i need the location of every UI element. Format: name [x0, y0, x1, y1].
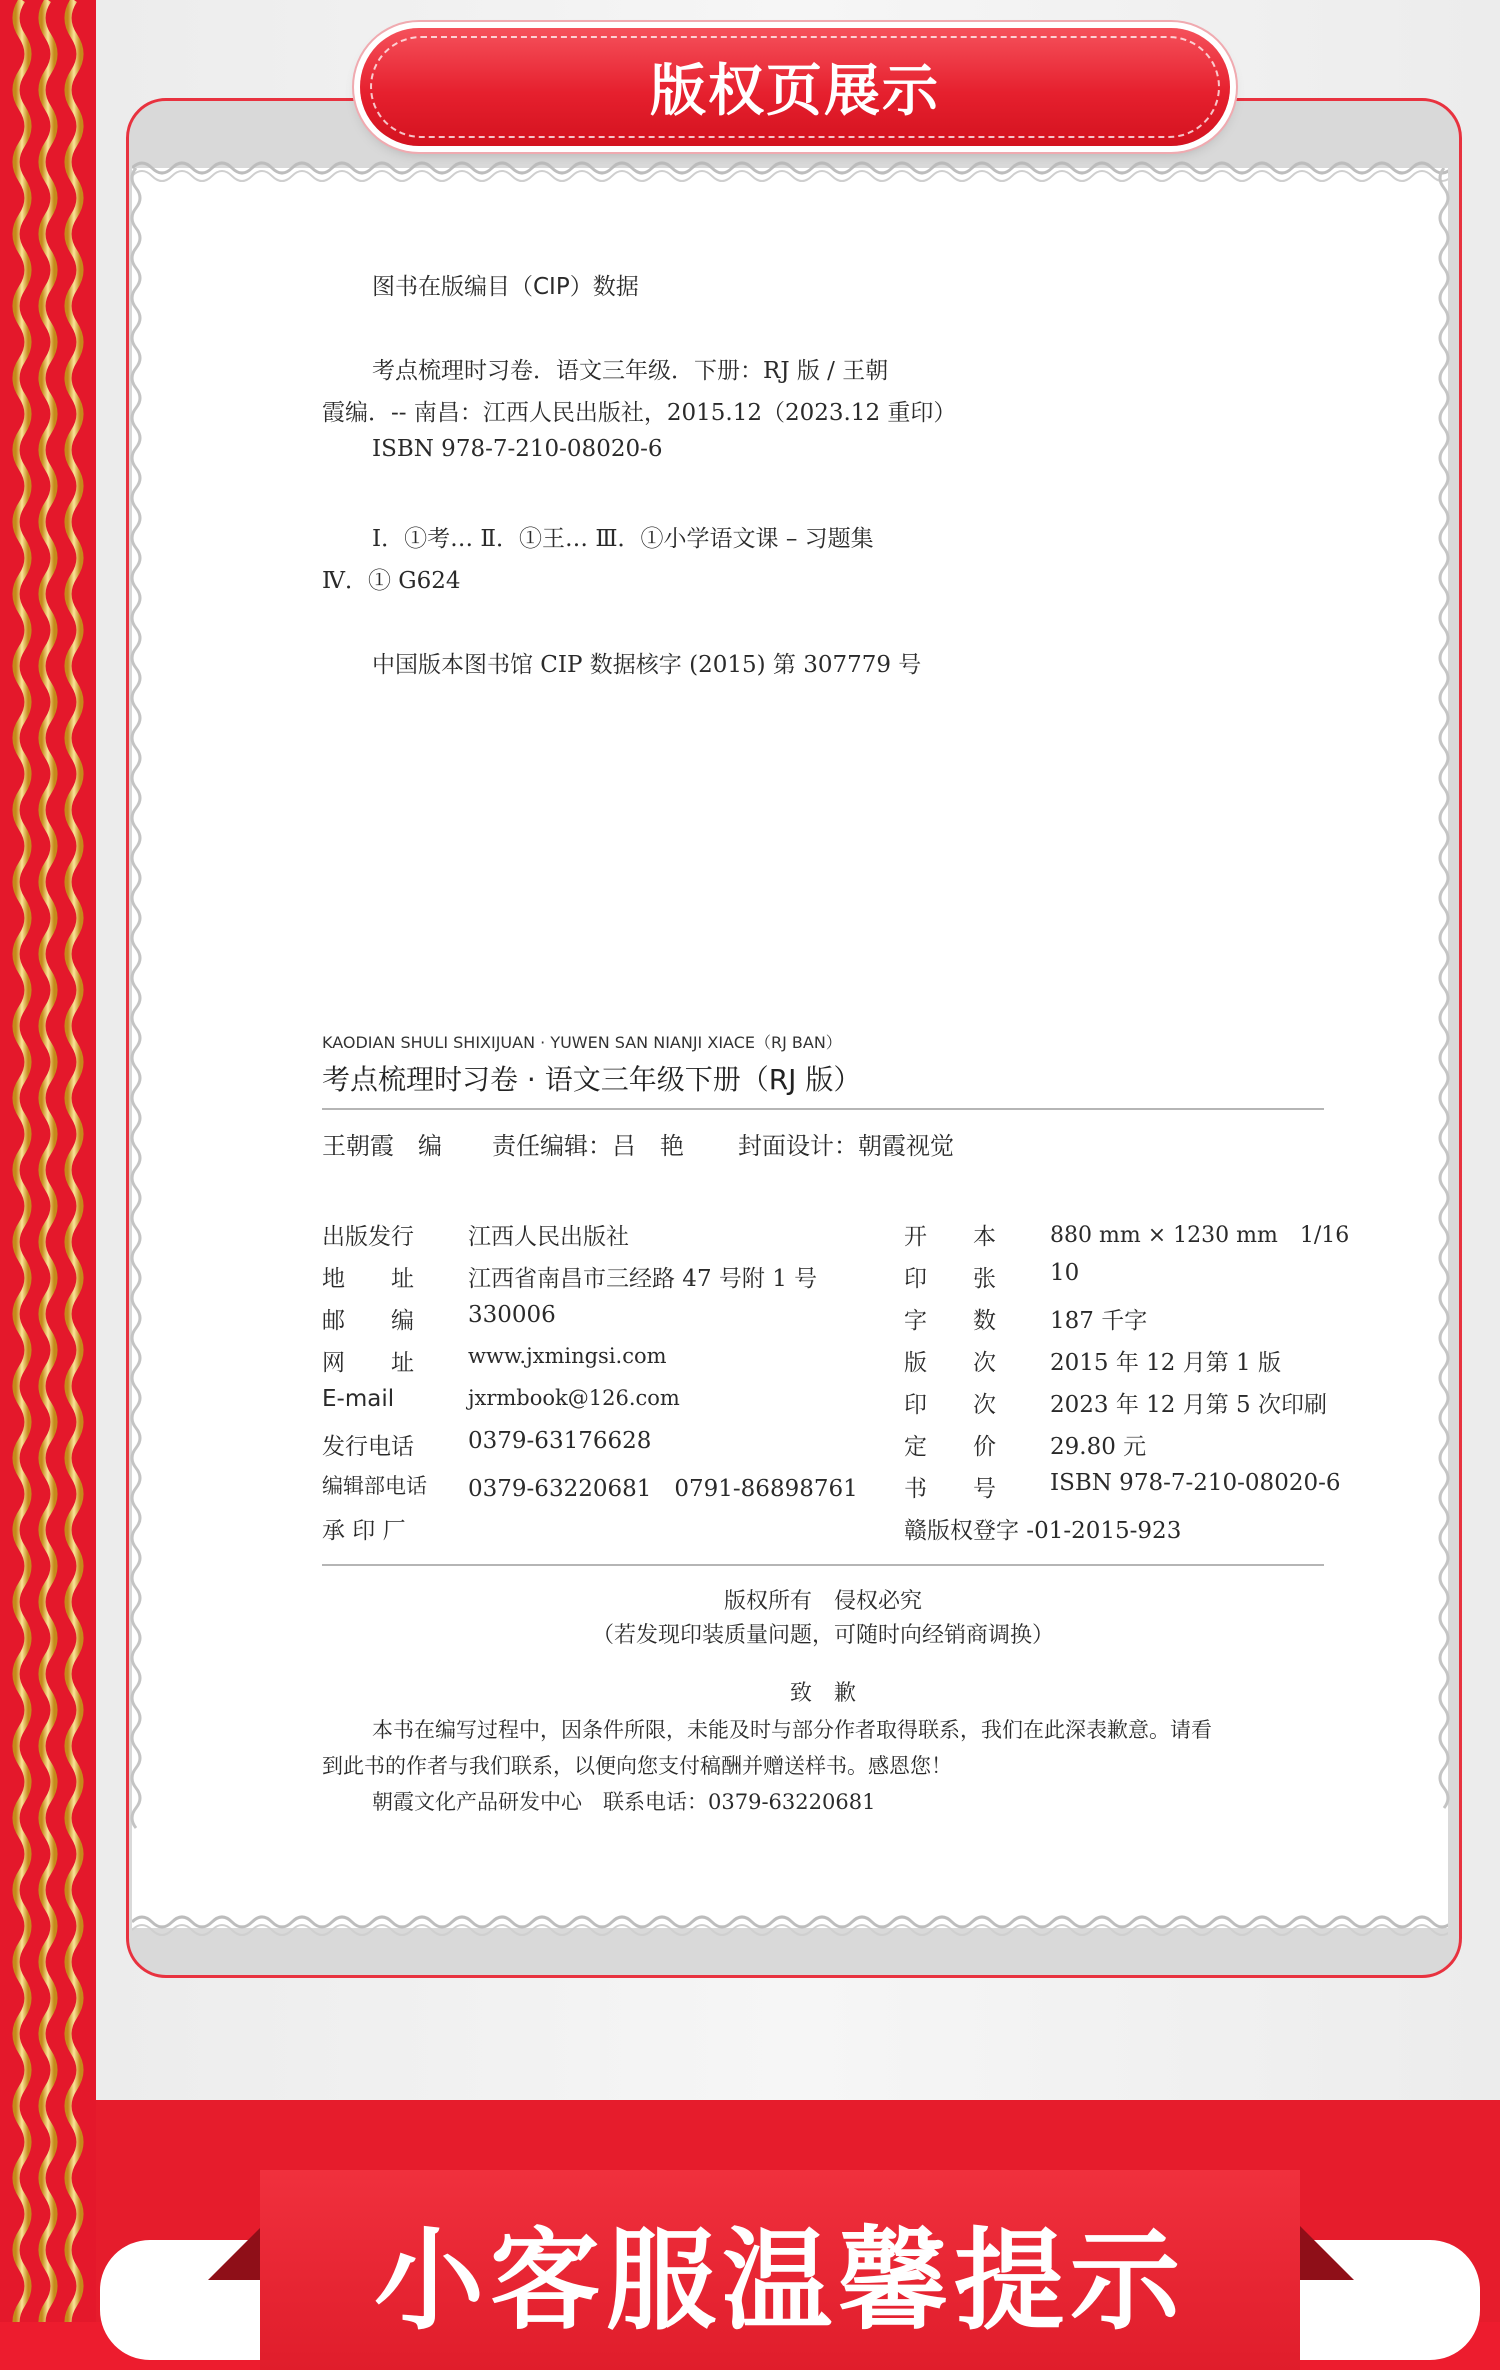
wavy-bottom-edge	[132, 1910, 1448, 1946]
detail-label: 地 址	[322, 1266, 414, 1292]
rights-quality-note: （若发现印装质量问题，可随时向经销商调换）	[591, 1623, 1054, 1648]
detail-value: 江西省南昌市三经路 47 号附 1 号	[468, 1266, 818, 1292]
cip-isbn: ISBN 978-7-210-08020-6	[372, 436, 663, 462]
cip-line: 考点梳理时习卷．语文三年级．下册：RJ 版 / 王朝	[372, 358, 889, 384]
detail-value: 2015 年 12 月第 1 版	[1050, 1350, 1281, 1376]
detail-label: 邮 编	[322, 1308, 414, 1334]
book-cover-design: 封面设计：朝霞视觉	[738, 1132, 954, 1160]
cip-record: 中国版本图书馆 CIP 数据核字 (2015) 第 307779 号	[372, 652, 922, 678]
book-pinyin: KAODIAN SHULI SHIXIJUAN · YUWEN SAN NIANJI XIACE（RJ BAN）	[322, 1033, 842, 1052]
detail-value: 10	[1050, 1260, 1080, 1286]
detail-label: 网 址	[322, 1350, 414, 1376]
detail-label: 发行电话	[322, 1434, 414, 1460]
detail-label: 定 价	[904, 1434, 996, 1460]
book-author: 王朝霞 编	[322, 1132, 442, 1160]
detail-label: 字 数	[904, 1308, 996, 1334]
detail-value: jxrmbook@126.com	[468, 1386, 680, 1410]
cip-line: 霞编．-- 南昌：江西人民出版社，2015.12（2023.12 重印）	[322, 400, 957, 426]
detail-value: 2023 年 12 月第 5 次印刷	[1050, 1392, 1327, 1418]
ribbon-fold-left	[208, 2226, 262, 2280]
detail-value: 187 千字	[1050, 1308, 1148, 1334]
decorative-left-border	[0, 0, 96, 2322]
section-header	[360, 28, 1230, 146]
cip-heading: 图书在版编目（CIP）数据	[372, 274, 639, 300]
detail-value: ISBN 978-7-210-08020-6	[1050, 1470, 1341, 1496]
apology-contact: 朝霞文化产品研发中心 联系电话：0379-63220681	[372, 1790, 876, 1814]
detail-value: 880 mm × 1230 mm 1/16	[1050, 1223, 1350, 1248]
section-title: 版权页展示	[650, 59, 940, 124]
divider	[322, 1108, 1324, 1110]
cip-line: Ⅰ．①考… Ⅱ．①王… Ⅲ．①小学语文课 – 习题集	[372, 526, 874, 552]
detail-label: 出版发行	[322, 1224, 414, 1250]
detail-value: 0379-63176628	[468, 1428, 652, 1454]
wavy-top-edge	[132, 150, 1448, 186]
detail-value: www.jxmingsi.com	[468, 1344, 667, 1368]
detail-value: 0379-63220681 0791-86898761	[468, 1476, 858, 1502]
detail-value: 330006	[468, 1302, 556, 1328]
detail-label: E-mail	[322, 1386, 395, 1412]
wavy-right-edge	[1434, 168, 1454, 1928]
tips-title: 小客服温馨提示	[374, 2217, 1186, 2345]
detail-label: 印 张	[904, 1266, 996, 1292]
divider	[322, 1564, 1324, 1566]
apology-heading: 致 歉	[789, 1681, 856, 1706]
ribbon-fold-right	[1300, 2226, 1354, 2280]
detail-label: 书 号	[904, 1476, 996, 1502]
detail-label: 开 本	[904, 1224, 996, 1250]
detail-label: 编辑部电话	[322, 1474, 427, 1498]
detail-value: 赣版权登字 -01-2015-923	[904, 1518, 1182, 1544]
detail-value: 29.80 元	[1050, 1434, 1147, 1460]
detail-value: 江西人民出版社	[468, 1224, 629, 1250]
detail-label: 印 次	[904, 1392, 996, 1418]
book-title: 考点梳理时习卷 · 语文三年级下册（RJ 版）	[322, 1063, 862, 1096]
apology-text: 本书在编写过程中，因条件所限，未能及时与部分作者取得联系，我们在此深表歉意。请看	[372, 1718, 1212, 1742]
wavy-left-edge	[126, 168, 146, 1928]
detail-label: 承 印 厂	[322, 1518, 406, 1544]
rights-notice: 版权所有 侵权必究	[723, 1589, 922, 1614]
detail-label: 版 次	[904, 1350, 996, 1376]
apology-text: 到此书的作者与我们联系，以便向您支付稿酬并赠送样书。感恩您！	[322, 1754, 952, 1778]
book-editor: 责任编辑：吕 艳	[492, 1132, 684, 1160]
cip-line: Ⅳ．① G624	[322, 568, 461, 594]
